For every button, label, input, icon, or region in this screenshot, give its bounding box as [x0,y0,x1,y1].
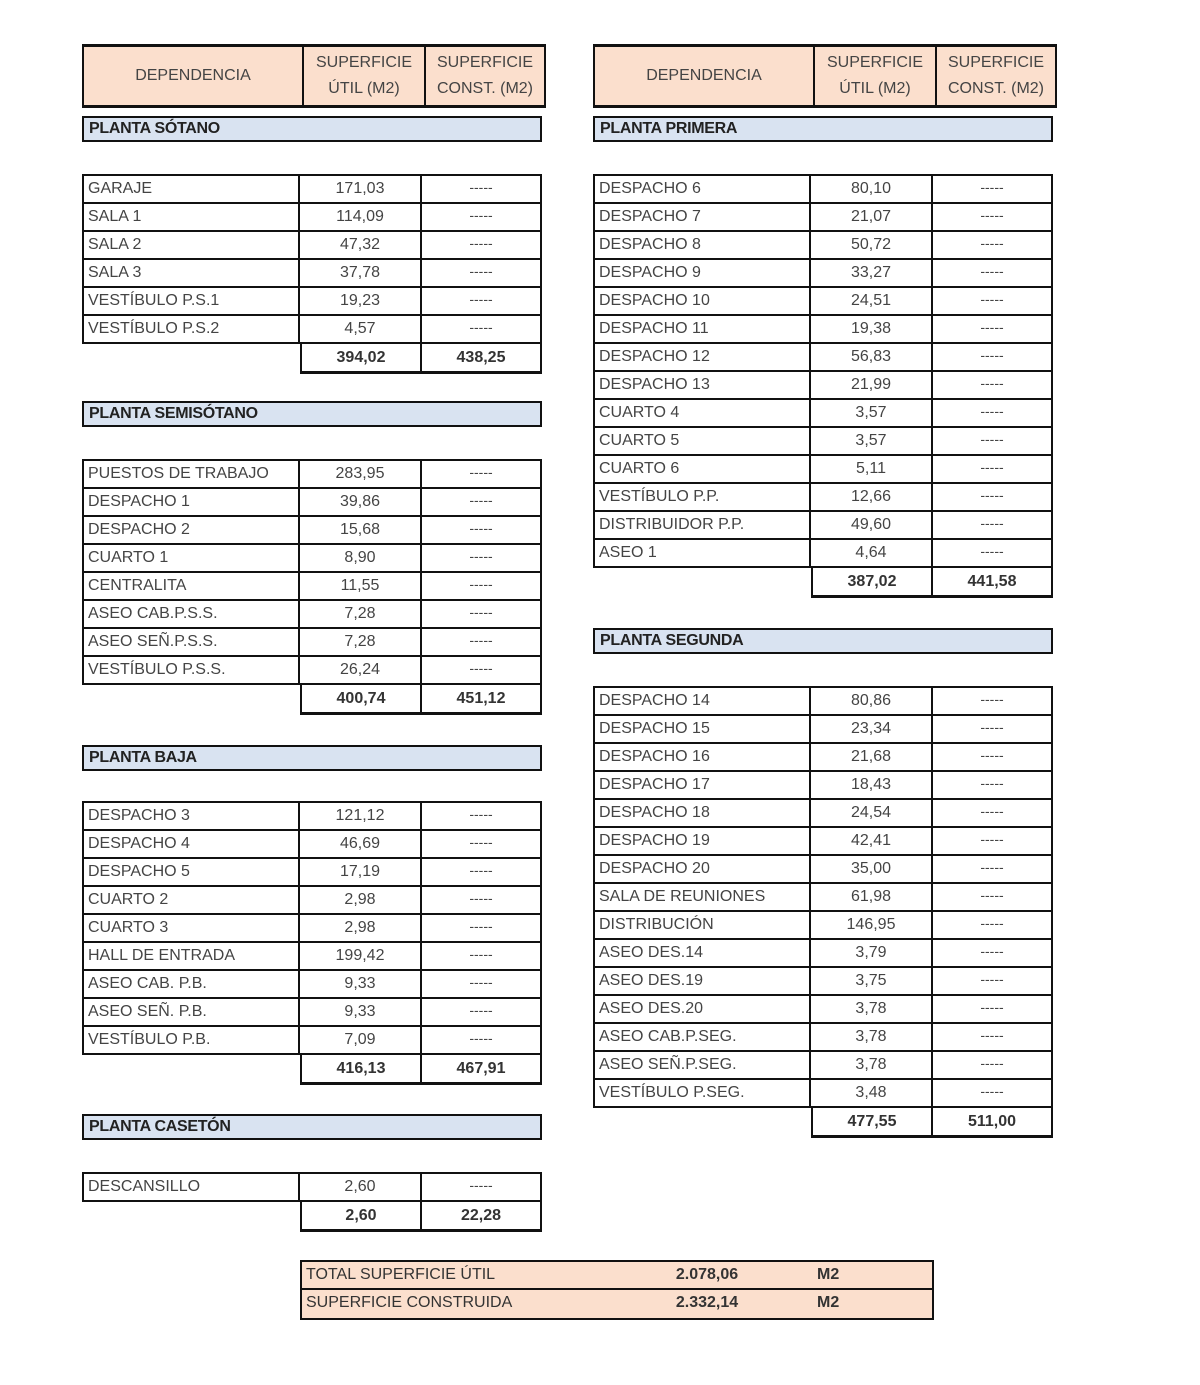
room-name: DESPACHO 13 [593,372,811,398]
room-built-area: ----- [422,204,542,230]
room-built-area: ----- [422,915,542,941]
room-useful-area: 3,78 [811,1052,933,1078]
room-name: SALA DE REUNIONES [593,884,811,910]
table-row [593,854,1053,882]
section-total-row [811,566,1053,598]
room-useful-area: 24,54 [811,800,933,826]
room-built-area: ----- [933,344,1053,370]
room-built-area: ----- [933,428,1053,454]
room-name: VESTÍBULO P.S.1 [82,288,300,314]
room-built-area: ----- [422,288,542,314]
room-useful-area: 3,78 [811,996,933,1022]
room-name: CUARTO 2 [82,887,300,913]
room-name: VESTÍBULO P.S.S. [82,657,300,683]
table-row [593,742,1053,770]
room-built-area: ----- [933,176,1053,202]
room-name: CUARTO 1 [82,545,300,571]
room-built-area: ----- [933,316,1053,342]
room-useful-area: 121,12 [300,803,422,829]
room-built-area: ----- [933,484,1053,510]
room-useful-area: 199,42 [300,943,422,969]
room-built-area: ----- [933,828,1053,854]
room-built-area: ----- [933,400,1053,426]
section-total-built: 22,28 [422,1202,542,1229]
room-built-area: ----- [933,996,1053,1022]
room-built-area: ----- [422,629,542,655]
table-row [593,342,1053,370]
table-row [593,398,1053,426]
room-built-area: ----- [933,716,1053,742]
room-useful-area: 4,57 [300,316,422,342]
header-superficie-const: SUPERFICIE CONST. (M2) [935,47,1055,105]
room-name: DESPACHO 4 [82,831,300,857]
room-useful-area: 50,72 [811,232,933,258]
room-name: DESPACHO 17 [593,772,811,798]
room-name: DESPACHO 2 [82,517,300,543]
room-useful-area: 37,78 [300,260,422,286]
room-built-area: ----- [422,971,542,997]
table-row [82,571,542,599]
room-name: DESPACHO 8 [593,232,811,258]
total-useful-surface-row [300,1260,934,1290]
room-useful-area: 11,55 [300,573,422,599]
section-total-row [300,1053,542,1085]
room-useful-area: 24,51 [811,288,933,314]
room-name: DESPACHO 18 [593,800,811,826]
room-built-area: ----- [422,545,542,571]
room-name: DESPACHO 20 [593,856,811,882]
room-name: DESPACHO 7 [593,204,811,230]
room-built-area: ----- [933,1052,1053,1078]
table-row [593,426,1053,454]
room-useful-area: 49,60 [811,512,933,538]
room-built-area: ----- [933,512,1053,538]
header-dependencia: DEPENDENCIA [595,47,813,105]
room-useful-area: 33,27 [811,260,933,286]
room-name: VESTÍBULO P.S.2 [82,316,300,342]
room-useful-area: 5,11 [811,456,933,482]
room-useful-area: 8,90 [300,545,422,571]
room-name: CUARTO 3 [82,915,300,941]
table-row [593,882,1053,910]
table-row [593,230,1053,258]
room-name: CUARTO 5 [593,428,811,454]
table-row [82,997,542,1025]
room-built-area: ----- [422,999,542,1025]
room-name: DISTRIBUIDOR P.P. [593,512,811,538]
table-row [593,966,1053,994]
room-useful-area: 283,95 [300,461,422,487]
room-useful-area: 7,28 [300,601,422,627]
room-useful-area: 17,19 [300,859,422,885]
room-built-area: ----- [422,1174,542,1200]
room-built-area: ----- [933,204,1053,230]
room-name: DESPACHO 10 [593,288,811,314]
section-title: PLANTA SEGUNDA [593,628,1053,654]
room-built-area: ----- [933,1080,1053,1106]
table-row [593,938,1053,966]
room-useful-area: 12,66 [811,484,933,510]
section-total-built: 467,91 [422,1055,542,1082]
table-row [593,910,1053,938]
table-row [82,969,542,997]
total-built-surface-row [300,1290,934,1320]
room-name: PUESTOS DE TRABAJO [82,461,300,487]
room-useful-area: 3,75 [811,968,933,994]
room-useful-area: 3,57 [811,400,933,426]
room-useful-area: 19,38 [811,316,933,342]
table-row [82,599,542,627]
table-row [593,798,1053,826]
section-total-useful: 387,02 [811,568,933,595]
room-built-area: ----- [933,968,1053,994]
room-name: SALA 3 [82,260,300,286]
room-name: VESTÍBULO P.SEG. [593,1080,811,1106]
room-name: ASEO SEÑ.P.S.S. [82,629,300,655]
room-name: DESPACHO 15 [593,716,811,742]
section-total-useful: 400,74 [300,685,422,712]
room-useful-area: 2,60 [300,1174,422,1200]
table-header-left [82,44,546,108]
room-name: ASEO SEÑ.P.SEG. [593,1052,811,1078]
section-total-row [811,1106,1053,1138]
section-title: PLANTA CASETÓN [82,1114,542,1140]
room-built-area: ----- [933,744,1053,770]
table-row [82,202,542,230]
room-name: ASEO CAB.P.SEG. [593,1024,811,1050]
room-useful-area: 80,86 [811,688,933,714]
section-title: PLANTA BAJA [82,745,542,771]
room-built-area: ----- [422,461,542,487]
table-row [82,174,542,202]
table-row [593,510,1053,538]
room-useful-area: 146,95 [811,912,933,938]
room-useful-area: 61,98 [811,884,933,910]
grand-total-label: SUPERFICIE CONSTRUIDA [306,1294,513,1311]
room-name: ASEO CAB.P.S.S. [82,601,300,627]
room-name: DESPACHO 12 [593,344,811,370]
room-useful-area: 114,09 [300,204,422,230]
section-total-built: 438,25 [422,344,542,371]
room-built-area: ----- [933,260,1053,286]
room-useful-area: 9,33 [300,971,422,997]
room-name: CUARTO 4 [593,400,811,426]
room-built-area: ----- [422,316,542,342]
room-useful-area: 26,24 [300,657,422,683]
grand-total-value: 2.078,06 [675,1266,739,1283]
table-row [593,538,1053,568]
room-built-area: ----- [422,859,542,885]
room-built-area: ----- [422,1027,542,1053]
table-row [593,1050,1053,1078]
table-row [82,941,542,969]
section-total-built: 451,12 [422,685,542,712]
room-useful-area: 42,41 [811,828,933,854]
table-row [593,1022,1053,1050]
table-row [82,801,542,829]
section-total-row [300,683,542,715]
room-useful-area: 7,28 [300,629,422,655]
room-name: DESPACHO 3 [82,803,300,829]
table-row [82,258,542,286]
section-total-built: 511,00 [933,1108,1053,1135]
table-row [593,314,1053,342]
room-built-area: ----- [933,288,1053,314]
table-row [82,885,542,913]
room-name: ASEO SEÑ. P.B. [82,999,300,1025]
room-useful-area: 47,32 [300,232,422,258]
room-useful-area: 3,48 [811,1080,933,1106]
room-name: DESPACHO 5 [82,859,300,885]
table-row [593,370,1053,398]
table-row [593,1078,1053,1108]
table-row [593,770,1053,798]
room-name: VESTÍBULO P.P. [593,484,811,510]
room-name: ASEO CAB. P.B. [82,971,300,997]
table-row [593,258,1053,286]
table-row [82,857,542,885]
room-name: HALL DE ENTRADA [82,943,300,969]
section-total-useful: 2,60 [300,1202,422,1229]
room-name: DESPACHO 11 [593,316,811,342]
room-built-area: ----- [933,940,1053,966]
room-built-area: ----- [933,856,1053,882]
room-name: ASEO DES.19 [593,968,811,994]
section-total-row [300,1200,542,1232]
section-total-useful: 477,55 [811,1108,933,1135]
table-row [593,994,1053,1022]
grand-total-value: 2.332,14 [675,1294,739,1311]
table-row [82,487,542,515]
room-built-area: ----- [422,517,542,543]
table-row [593,454,1053,482]
room-built-area: ----- [933,232,1053,258]
table-row [82,655,542,685]
table-row [82,459,542,487]
room-built-area: ----- [933,540,1053,566]
room-name: ASEO 1 [593,540,811,566]
room-useful-area: 3,78 [811,1024,933,1050]
room-name: CENTRALITA [82,573,300,599]
room-built-area: ----- [422,943,542,969]
room-built-area: ----- [422,657,542,683]
room-built-area: ----- [422,260,542,286]
section-total-useful: 394,02 [300,344,422,371]
header-superficie-util: SUPERFICIE ÚTIL (M2) [813,47,935,105]
room-useful-area: 2,98 [300,915,422,941]
room-built-area: ----- [933,372,1053,398]
section-total-row [300,342,542,374]
header-superficie-util: SUPERFICIE ÚTIL (M2) [302,47,424,105]
table-row [82,913,542,941]
room-useful-area: 21,99 [811,372,933,398]
section-title: PLANTA SÓTANO [82,116,542,142]
header-superficie-const: SUPERFICIE CONST. (M2) [424,47,544,105]
table-row [82,286,542,314]
room-built-area: ----- [422,232,542,258]
room-useful-area: 35,00 [811,856,933,882]
room-useful-area: 46,69 [300,831,422,857]
room-useful-area: 15,68 [300,517,422,543]
room-built-area: ----- [422,176,542,202]
table-row [593,286,1053,314]
table-row [82,314,542,344]
room-name: DESPACHO 19 [593,828,811,854]
room-name: VESTÍBULO P.B. [82,1027,300,1053]
room-built-area: ----- [422,573,542,599]
room-name: DESPACHO 14 [593,688,811,714]
room-name: DISTRIBUCIÓN [593,912,811,938]
table-row [593,202,1053,230]
room-built-area: ----- [933,456,1053,482]
table-row [82,627,542,655]
header-dependencia: DEPENDENCIA [84,47,302,105]
room-name: DESPACHO 6 [593,176,811,202]
grand-total-unit: M2 [817,1294,840,1311]
section-total-built: 441,58 [933,568,1053,595]
section-title: PLANTA SEMISÓTANO [82,401,542,427]
grand-total-unit: M2 [817,1266,840,1283]
room-useful-area: 171,03 [300,176,422,202]
room-useful-area: 21,68 [811,744,933,770]
room-useful-area: 9,33 [300,999,422,1025]
table-row [82,230,542,258]
room-built-area: ----- [933,772,1053,798]
room-name: ASEO DES.14 [593,940,811,966]
room-useful-area: 39,86 [300,489,422,515]
table-row [82,829,542,857]
room-name: CUARTO 6 [593,456,811,482]
room-built-area: ----- [933,688,1053,714]
room-name: ASEO DES.20 [593,996,811,1022]
room-name: SALA 1 [82,204,300,230]
room-useful-area: 80,10 [811,176,933,202]
room-built-area: ----- [422,601,542,627]
room-built-area: ----- [933,1024,1053,1050]
grand-total-label: TOTAL SUPERFICIE ÚTIL [306,1266,496,1283]
table-row [593,826,1053,854]
room-useful-area: 7,09 [300,1027,422,1053]
table-row [593,482,1053,510]
room-built-area: ----- [933,912,1053,938]
table-header-right [593,44,1057,108]
table-row [82,515,542,543]
room-built-area: ----- [422,831,542,857]
section-title: PLANTA PRIMERA [593,116,1053,142]
room-useful-area: 4,64 [811,540,933,566]
table-row [593,714,1053,742]
table-row [82,543,542,571]
room-useful-area: 56,83 [811,344,933,370]
room-name: DESPACHO 1 [82,489,300,515]
room-built-area: ----- [422,887,542,913]
room-useful-area: 21,07 [811,204,933,230]
room-useful-area: 19,23 [300,288,422,314]
room-name: DESPACHO 9 [593,260,811,286]
room-useful-area: 18,43 [811,772,933,798]
room-useful-area: 3,79 [811,940,933,966]
room-built-area: ----- [422,489,542,515]
section-total-useful: 416,13 [300,1055,422,1082]
room-useful-area: 2,98 [300,887,422,913]
room-name: GARAJE [82,176,300,202]
room-name: DESCANSILLO [82,1174,300,1200]
table-row [82,1172,542,1202]
table-row [82,1025,542,1055]
table-row [593,174,1053,202]
room-name: DESPACHO 16 [593,744,811,770]
room-useful-area: 3,57 [811,428,933,454]
room-name: SALA 2 [82,232,300,258]
room-built-area: ----- [933,800,1053,826]
room-built-area: ----- [933,884,1053,910]
room-useful-area: 23,34 [811,716,933,742]
room-built-area: ----- [422,803,542,829]
table-row [593,686,1053,714]
